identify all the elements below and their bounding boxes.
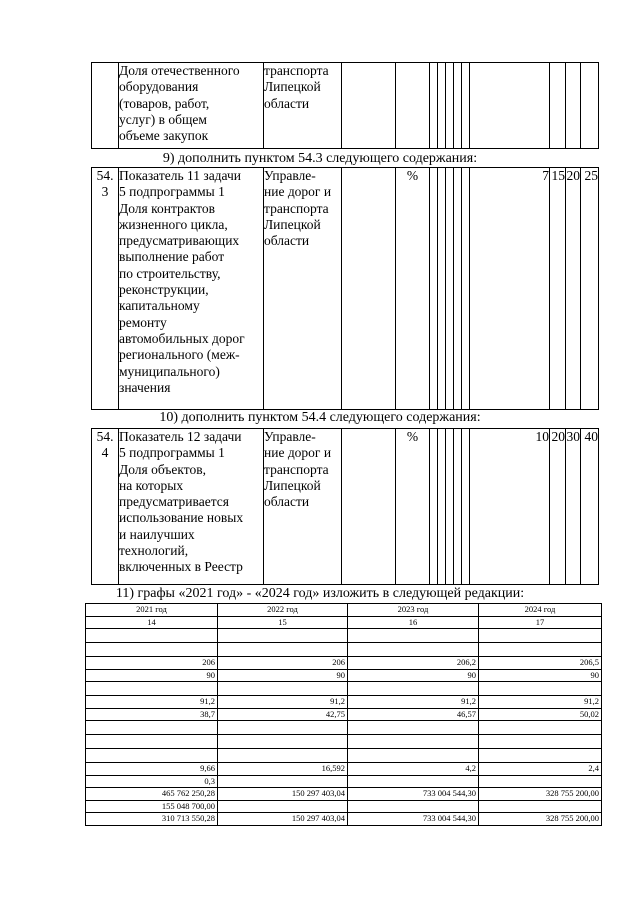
empty-cell [430,63,438,149]
column-index: 14 [86,616,218,629]
resp-line: Липецкой [264,477,321,493]
indicator-name-cell [119,168,264,410]
table-cell [348,775,479,788]
name-line: значения [119,379,171,395]
table-cell: 91,2 [218,696,348,709]
resp-line: ние дорог и [264,445,332,461]
table-cell: 206 [218,657,348,670]
table-cell: 150 297 403,04 [218,788,348,801]
row-number-cell [92,429,119,585]
table-row [86,788,602,801]
table-cell: 310 713 550,28 [86,813,218,826]
table-cell: 733 004 544,30 [348,788,479,801]
table-row [86,800,602,813]
table-cell [218,749,348,763]
name-line: предусматривающих [119,233,240,249]
table-row [86,721,602,735]
table-row [86,696,602,709]
table-row [86,629,602,643]
amendment-note-9: 9) дополнить пунктом 54.3 следующего содержания: [162,151,478,166]
name-line: Доля отечественного [119,63,240,78]
table-cell: 38,7 [86,708,218,721]
table-cell: 90 [479,669,602,682]
empty-cell [454,168,462,410]
resp-line: ние дорог и [264,184,332,200]
empty-cell [446,168,454,410]
table-cell [479,682,602,696]
empty-cell [454,429,462,585]
empty-cell [438,168,446,410]
empty-cell [430,168,438,410]
table-cell [218,735,348,749]
indicator-name-cell [119,63,264,149]
table-cell [479,735,602,749]
table-cell: 42,75 [218,708,348,721]
amendment-note-10: 10) дополнить пунктом 54.4 следующего содержания: [159,410,481,425]
name-line: включенных в Реестр [119,559,243,575]
name-line: Показатель 12 задачи [119,429,242,444]
unit-cell: % [396,168,430,410]
header-2023: 2023 год [348,604,479,617]
table-cell: 16,592 [218,763,348,776]
resp-line: Липецкой [264,216,321,232]
name-line: капитальному [119,298,200,314]
name-line: ремонту [119,314,167,330]
resp-line: области [264,494,310,510]
table-cell: 206 [86,657,218,670]
name-line: Показатель 11 задачи [119,168,242,183]
table-row [86,763,602,776]
table-cell [86,643,218,657]
value-2023-cell: 30 [566,429,581,585]
name-line: выполнение работ [119,249,225,265]
value-2021-cell: 10 [470,429,550,585]
name-line: реконструкции, [119,282,209,298]
table-cell [218,682,348,696]
table-cell: 328 755 200,00 [479,788,602,801]
table-header-row [86,604,602,617]
resp-line: Управле- [264,168,316,183]
name-line: жизненного цикла, [119,216,228,232]
number-line: 54. [96,168,114,183]
table-cell: 206,5 [479,657,602,670]
table-cell [348,629,479,643]
table-row [86,682,602,696]
table-cell: 0,3 [86,775,218,788]
value-2024-cell: 40 [581,429,599,585]
table-cell: 4,2 [348,763,479,776]
table-row [86,643,602,657]
table-row [86,749,602,763]
value-2022-cell: 15 [550,168,566,410]
number-line: 3 [101,184,109,200]
amendment-note-11: 11) графы «2021 год» - «2024 год» изложить в следующей редакции: [115,586,525,601]
table-cell [218,629,348,643]
resp-line: транспорта [264,63,329,78]
table-cell [348,682,479,696]
unit-cell [396,63,430,149]
header-2022: 2022 год [218,604,348,617]
table-cell: 90 [218,669,348,682]
value-cell [550,63,566,149]
indicator-name-cell [119,429,264,585]
table-cell [479,643,602,657]
indicator-table-continued [91,62,599,149]
name-line: на которых [119,477,184,493]
table-cell [218,775,348,788]
table-cell [218,800,348,813]
table-cell: 91,2 [86,696,218,709]
empty-cell [438,429,446,585]
row-number-cell [92,168,119,410]
table-cell: 90 [348,669,479,682]
column-index: 17 [479,616,602,629]
table-cell: 733 004 544,30 [348,813,479,826]
name-line: оборудования [119,79,199,95]
indicator-table-54-3 [91,167,599,410]
table-cell [218,643,348,657]
table-row [86,669,602,682]
name-line: (товаров, работ, [119,95,210,111]
table-cell [218,721,348,735]
column-index: 15 [218,616,348,629]
name-line: муниципального) [119,363,220,379]
table-cell [86,749,218,763]
table-row [86,657,602,670]
empty-cell [462,168,470,410]
table-cell [348,800,479,813]
table-cell [479,800,602,813]
table-cell [86,629,218,643]
column-index: 16 [348,616,479,629]
name-line: регионального (меж- [119,347,240,363]
row-number-cell [92,63,119,149]
name-line: услуг) в общем [119,111,207,127]
name-line: 5 подпрограммы 1 [119,184,225,200]
table-cell [348,749,479,763]
name-line: 5 подпрограммы 1 [119,445,225,461]
table-cell: 9,66 [86,763,218,776]
name-line: объеме закупок [119,128,209,144]
empty-cell [438,63,446,149]
responsible-cell [264,63,342,149]
table-cell [348,643,479,657]
name-line: по строительству, [119,265,221,281]
table-cell: 465 762 250,28 [86,788,218,801]
resp-line: транспорта [264,200,329,216]
resp-line: Управле- [264,429,316,444]
table-cell: 328 755 200,00 [479,813,602,826]
table-cell [479,629,602,643]
responsible-cell [264,168,342,410]
unit-cell: % [396,429,430,585]
value-2024-cell: 25 [581,168,599,410]
column-index-row [86,616,602,629]
table-cell [86,682,218,696]
table-cell [479,749,602,763]
table-cell: 50,02 [479,708,602,721]
value-cell [566,63,581,149]
empty-cell [454,63,462,149]
table-row [86,813,602,826]
table-cell [479,721,602,735]
empty-cell [470,63,550,149]
table-cell: 90 [86,669,218,682]
header-2024: 2024 год [479,604,602,617]
name-line: и наилучших [119,526,195,542]
resp-line: области [264,233,310,249]
value-cell [581,63,599,149]
name-line: предусматривается [119,494,229,510]
table-cell: 150 297 403,04 [218,813,348,826]
table-row [86,708,602,721]
value-2023-cell: 20 [566,168,581,410]
table-cell: 206,2 [348,657,479,670]
table-cell: 2,4 [479,763,602,776]
table-row [86,735,602,749]
empty-cell [342,429,396,585]
resp-line: транспорта [264,461,329,477]
value-2021-cell: 7 [470,168,550,410]
table-cell: 155 048 700,00 [86,800,218,813]
name-line: использование новых [119,510,244,526]
table-cell: 46,57 [348,708,479,721]
empty-cell [462,429,470,585]
table-cell [86,721,218,735]
name-line: Доля объектов, [119,461,206,477]
table-cell: 91,2 [348,696,479,709]
table-row [86,775,602,788]
resp-line: области [264,95,310,111]
name-line: технологий, [119,543,189,559]
table-cell [348,735,479,749]
table-cell [479,775,602,788]
empty-cell [446,429,454,585]
value-2022-cell: 20 [550,429,566,585]
empty-cell [462,63,470,149]
number-line: 54. [96,429,114,444]
empty-cell [430,429,438,585]
empty-cell [342,63,396,149]
name-line: автомобильных дорог [119,330,245,346]
number-line: 4 [101,445,109,461]
years-table [85,603,602,826]
resp-line: Липецкой [264,79,321,95]
empty-cell [446,63,454,149]
responsible-cell [264,429,342,585]
table-cell [86,735,218,749]
empty-cell [342,168,396,410]
header-2021: 2021 год [86,604,218,617]
table-cell [348,721,479,735]
table-cell: 91,2 [479,696,602,709]
name-line: Доля контрактов [119,200,215,216]
indicator-table-54-4 [91,428,599,585]
